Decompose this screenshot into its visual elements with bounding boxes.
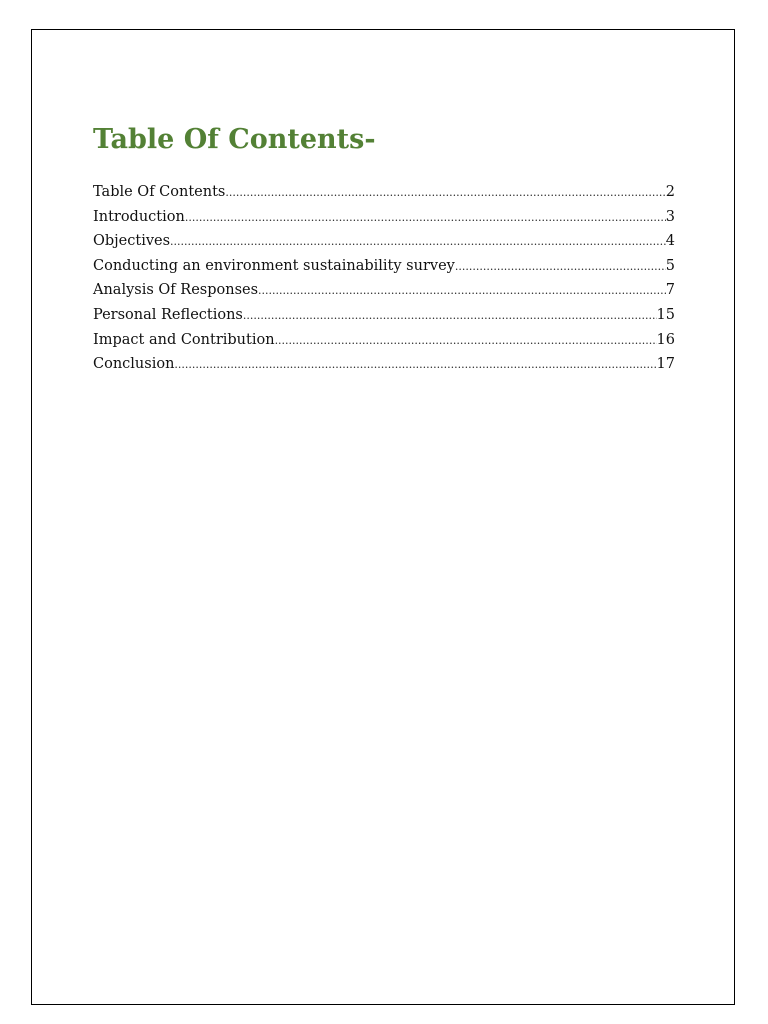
toc-entry[interactable] [93,332,675,357]
toc-entry-page: 4 [665,233,675,250]
toc-entry-title: Impact and Contribution [93,331,275,348]
toc-entry[interactable] [93,258,675,283]
toc-entry-title: Introduction [93,208,185,225]
toc-entry-title: Conducting an environment sustainability survey [93,257,455,274]
toc-entry[interactable] [93,307,675,332]
toc-list [93,184,675,381]
document-page [31,29,735,1005]
toc-entry-page: 5 [665,257,675,274]
toc-dot-leader [225,186,665,199]
toc-entry-page: 3 [665,208,675,225]
toc-heading: Table Of Contents- [93,124,376,155]
toc-entry[interactable] [93,233,675,258]
toc-entry-title: Analysis Of Responses [93,282,259,299]
toc-entry-title: Table Of Contents [93,184,226,200]
toc-entry-page: 16 [656,331,675,348]
toc-entry[interactable] [93,209,675,234]
toc-entry[interactable] [93,282,675,307]
toc-entry-page: 2 [665,184,675,200]
toc-entry-title: Conclusion [93,356,175,373]
toc-dot-leader [258,284,666,297]
toc-entry-page: 17 [656,356,675,373]
toc-dot-leader [185,211,666,224]
toc-dot-leader [455,260,666,273]
toc-entry-title: Personal Reflections [93,306,243,323]
toc-entry[interactable] [93,184,675,209]
toc-dot-leader [275,334,657,347]
toc-entry-page: 7 [665,282,675,299]
toc-dot-leader [174,358,656,371]
toc-dot-leader [243,309,657,322]
toc-entry-page: 15 [656,306,675,323]
toc-dot-leader [170,235,666,248]
toc-entry[interactable] [93,356,675,381]
toc-entry-title: Objectives [93,233,171,250]
